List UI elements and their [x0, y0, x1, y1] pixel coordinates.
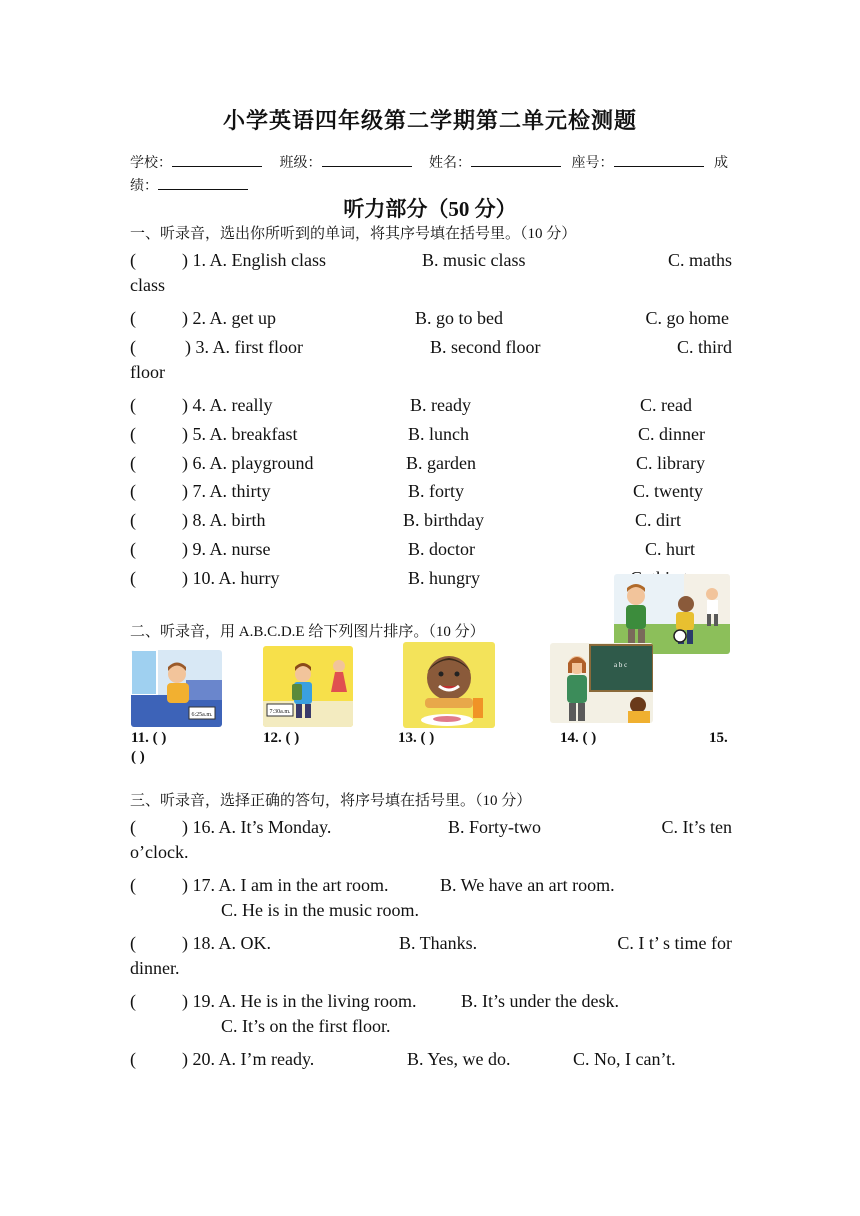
option-a: ) 5. A. breakfast	[182, 424, 298, 444]
option-b: B. hungry	[408, 568, 480, 588]
question-row	[130, 987, 732, 1015]
option-c: C. read	[640, 395, 692, 415]
option-c: C. It’s ten	[661, 817, 732, 837]
answer-paren[interactable]: (	[130, 1049, 136, 1069]
score-blank[interactable]	[158, 175, 248, 190]
page-title: 小学英语四年级第二学期第二单元检测题	[222, 108, 637, 133]
picture-going-to-school	[263, 646, 353, 727]
option-c: C. dirt	[635, 510, 682, 530]
option-c: C. third	[676, 337, 732, 357]
option-b: B. Yes, we do.	[407, 1049, 511, 1069]
score-label-1: 成	[714, 156, 728, 171]
answer-paren[interactable]: (	[130, 424, 136, 444]
option-a: ) 6. A. playground	[182, 453, 314, 473]
option-b: B. go to bed	[415, 308, 503, 328]
clock-time-2: 7:30a.m.	[269, 709, 291, 715]
picture-label-15-paren[interactable]: ( )	[131, 749, 145, 765]
option-a: ) 10. A. hurry	[182, 568, 280, 588]
question-row	[130, 246, 732, 274]
section-title: 听力部分（50 分）	[343, 197, 517, 221]
answer-paren[interactable]: (	[130, 453, 136, 473]
option-b: B. Thanks.	[399, 933, 478, 953]
picture-label-14[interactable]: 14. ( )	[560, 730, 597, 746]
option-c: C. library	[636, 453, 705, 473]
board-text: a b c	[614, 661, 628, 669]
option-a: ) 17. A. I am in the art room.	[182, 875, 389, 895]
option-b: B. ready	[410, 395, 471, 415]
question-row	[130, 1045, 732, 1073]
option-a: ) 7. A. thirty	[182, 481, 271, 501]
seat-blank[interactable]	[614, 152, 704, 167]
option-b: B. garden	[406, 453, 476, 473]
option-b: B. Forty-two	[448, 817, 542, 837]
option-c: C. He is in the music room.	[221, 900, 419, 920]
option-c: C. It’s on the first floor.	[221, 1016, 391, 1036]
option-a: ) 9. A. nurse	[182, 539, 271, 559]
option-c-continuation: o’clock.	[130, 842, 189, 862]
option-c-continuation: floor	[130, 362, 165, 382]
option-a: ) 4. A. really	[182, 395, 273, 415]
class-blank[interactable]	[322, 152, 412, 167]
name-blank[interactable]	[471, 152, 561, 167]
option-b: B. lunch	[408, 424, 469, 444]
option-c: C. maths	[667, 250, 732, 270]
option-a: ) 8. A. birth	[182, 510, 266, 530]
option-c: C. I t’ s time for	[617, 933, 732, 953]
option-a: ) 2. A. get up	[182, 308, 276, 328]
part1-heading: 一、听录音，选出你所听到的单词，将其序号填在括号里。（10 分）	[130, 226, 577, 242]
option-a: ) 19. A. He is in the living room.	[182, 991, 417, 1011]
name-label: 姓名：	[429, 156, 471, 171]
part3-heading: 三、听录音，选择正确的答句，将序号填在括号里。（10 分）	[130, 793, 532, 809]
question-row	[130, 391, 732, 419]
picture-boys-football	[614, 574, 730, 654]
answer-paren[interactable]: (	[130, 539, 136, 559]
seat-label: 座号：	[571, 156, 614, 171]
clock-time-1: 6:25a.m.	[191, 712, 213, 718]
option-b: B. doctor	[408, 539, 475, 559]
option-a: ) 16. A. It’s Monday.	[182, 817, 332, 837]
answer-paren[interactable]: (	[130, 875, 136, 895]
answer-paren[interactable]: (	[130, 568, 136, 588]
option-b: B. birthday	[403, 510, 484, 530]
answer-paren[interactable]: (	[130, 250, 136, 270]
answer-paren[interactable]: (	[130, 308, 136, 328]
option-c: C. twenty	[633, 481, 703, 501]
score-label-2: 绩：	[130, 179, 158, 194]
question-row	[130, 420, 732, 448]
picture-label-13[interactable]: 13. ( )	[398, 730, 435, 746]
picture-boy-eating	[403, 642, 495, 728]
question-row	[130, 929, 732, 957]
answer-paren[interactable]: (	[130, 481, 136, 501]
question-row	[130, 449, 732, 477]
question-row	[130, 535, 732, 563]
question-row	[130, 477, 732, 505]
picture-teacher-classroom	[550, 643, 653, 723]
option-b: B. We have an art room.	[440, 875, 615, 895]
option-a: ) 18. A. OK.	[182, 933, 271, 953]
option-c: C. hurt	[645, 539, 696, 559]
school-blank[interactable]	[172, 152, 262, 167]
option-b: B. forty	[408, 481, 464, 501]
part2-heading: 二、听录音，用 A.B.C.D.E 给下列图片排序。（10 分）	[130, 624, 485, 640]
answer-paren[interactable]: (	[130, 933, 136, 953]
question-row	[130, 304, 732, 332]
student-info	[130, 152, 730, 198]
picture-label-11[interactable]: 11. ( )	[131, 730, 167, 746]
option-c-continuation: dinner.	[130, 958, 180, 978]
question-row	[130, 333, 732, 361]
answer-paren[interactable]: (	[130, 510, 136, 530]
option-b: B. music class	[422, 250, 526, 270]
school-label: 学校：	[130, 156, 172, 171]
option-b: B. It’s under the desk.	[461, 991, 619, 1011]
option-b: B. second floor	[430, 337, 541, 357]
question-row	[130, 506, 732, 534]
option-a: ) 1. A. English class	[182, 250, 326, 270]
class-label: 班级：	[279, 156, 322, 171]
option-a: ) 3. A. first floor	[185, 337, 303, 357]
answer-paren[interactable]: (	[130, 337, 136, 357]
answer-paren[interactable]: (	[130, 817, 136, 837]
picture-label-12[interactable]: 12. ( )	[263, 730, 300, 746]
option-a: ) 20. A. I’m ready.	[182, 1049, 315, 1069]
picture-label-15[interactable]: 15.	[709, 730, 728, 746]
question-row	[130, 813, 732, 841]
answer-paren[interactable]: (	[130, 395, 136, 415]
question-row	[130, 871, 732, 899]
option-c: C. No, I can’t.	[573, 1049, 676, 1069]
option-c: C. go home	[645, 308, 729, 328]
option-c-continuation: class	[130, 275, 165, 295]
option-c: C. dinner	[638, 424, 705, 444]
answer-paren[interactable]: (	[130, 991, 136, 1011]
picture-boy-getting-up	[131, 650, 222, 727]
